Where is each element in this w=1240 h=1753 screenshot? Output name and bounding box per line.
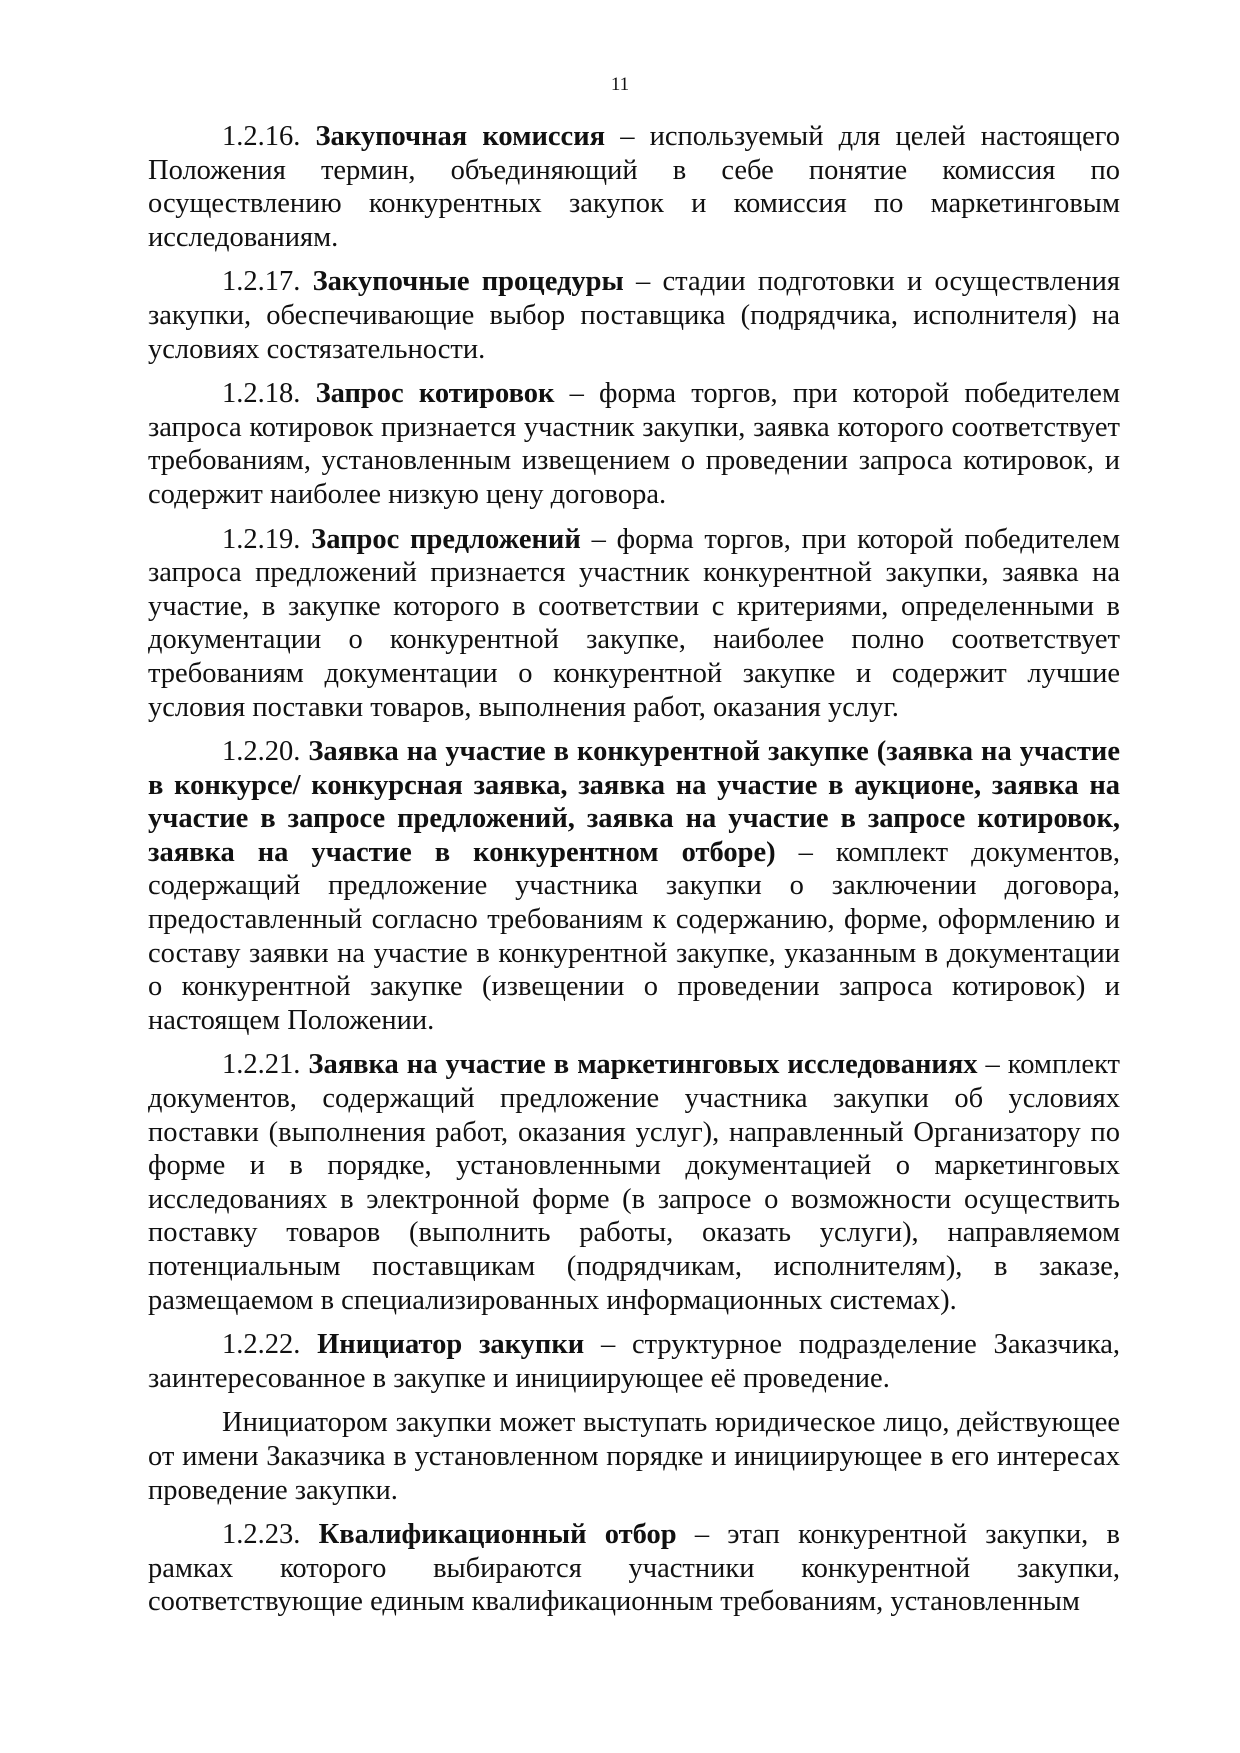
clause-number: 1.2.22. bbox=[222, 1329, 301, 1361]
definition-paragraph bbox=[148, 735, 1120, 1037]
definition-text: – стадии подготовки и осуществления закупки, обеспечивающие выбор поставщика (подрядчика, исполнителя) на условиях состязательности. bbox=[148, 266, 1120, 365]
definition-text: – используемый для целей настоящего Положения термин, объединяющий в себе понятие комиссия по осуществлению конкурентных закупок и комиссия по маркетинговым исследованиям. bbox=[148, 121, 1120, 253]
document-body bbox=[148, 120, 1120, 1630]
clause-number: 1.2.20. bbox=[222, 736, 301, 768]
definition-paragraph bbox=[148, 377, 1120, 511]
definition-text: – этап конкурентной закупки, в рамках которого выбираются участники конкурентной закупки, соответствующие единым квалификационным требованиям, установленным bbox=[148, 1519, 1120, 1618]
definition-text: – комплект документов, содержащий предложение участника закупки о заключении договора, предоставленный согласно требованиям к содержанию, форме, оформлению и составу заявки на участие в конкурентной закупке, указанным в документации о конкурентной закупке (извещении о проведении запроса котировок) и настоящем Положении. bbox=[148, 836, 1121, 1036]
definition-text: – форма торгов, при которой победителем запроса котировок признается участник закупки, заявка которого соответствует требованиям, установленным извещением о проведении запроса котировок, и содержит наиболее низкую цену договора. bbox=[148, 378, 1120, 510]
definition-paragraph bbox=[148, 1048, 1120, 1317]
paragraph-text: Инициатором закупки может выступать юридическое лицо, действующее от имени Заказчика в установленном порядке и инициирующее в его интересах проведение закупки. bbox=[148, 1407, 1120, 1506]
defined-term: Заявка на участие в конкурентной закупке (заявка на участие в конкурсе/ конкурсная заявка, заявка на участие в аукционе, заявка на участие в запросе предложений, заявка на участие в запросе котировок, заявка на участие в конкурентном отборе) bbox=[148, 736, 1120, 868]
defined-term: Закупочная комиссия bbox=[315, 121, 606, 152]
defined-term: Квалификационный отбор bbox=[318, 1519, 677, 1551]
clause-number: 1.2.23. bbox=[222, 1519, 301, 1551]
body-paragraph bbox=[148, 1406, 1120, 1507]
definition-text: – комплект документов, содержащий предложение участника закупки об условиях поставки (выполнения работ, оказания услуг), направленный Организатору по форме и в порядке, установленными документацией о маркетинговых исследованиях в электронной форме (в запросе о возможности осуществить поставку товаров (выполнить работы, оказать услуги), направляемом потенциальным поставщикам (подрядчикам, исполнителям), в заказе, размещаемом в специализированных информационных системах). bbox=[148, 1049, 1120, 1316]
defined-term: Инициатор закупки bbox=[317, 1329, 585, 1361]
definition-paragraph bbox=[148, 523, 1120, 725]
definition-text: – форма торгов, при которой победителем запроса предложений признается участник конкурентной закупки, заявка на участие, в закупке которого в соответствии с критериями, определенными в документации о конкурентной закупке, наиболее полно соответствует требованиям документации о конкурентной закупке и содержит лучшие условия поставки товаров, выполнения работ, оказания услуг. bbox=[148, 523, 1120, 723]
definition-paragraph bbox=[148, 265, 1120, 366]
definition-paragraph bbox=[148, 120, 1120, 254]
definition-text: – структурное подразделение Заказчика, заинтересованное в закупке и инициирующее её проведение. bbox=[148, 1329, 1121, 1394]
defined-term: Запрос котировок bbox=[315, 378, 555, 410]
defined-term: Заявка на участие в маркетинговых исследованиях bbox=[308, 1049, 978, 1081]
definition-paragraph bbox=[148, 1518, 1120, 1619]
definition-paragraph bbox=[148, 1328, 1120, 1395]
clause-number: 1.2.16. bbox=[222, 121, 301, 152]
clause-number: 1.2.19. bbox=[222, 523, 301, 555]
defined-term: Запрос предложений bbox=[311, 523, 581, 555]
clause-number: 1.2.18. bbox=[222, 378, 301, 410]
clause-number: 1.2.17. bbox=[222, 266, 301, 298]
clause-number: 1.2.21. bbox=[222, 1049, 301, 1081]
defined-term: Закупочные процедуры bbox=[312, 266, 624, 298]
page-number: 11 bbox=[610, 74, 630, 95]
